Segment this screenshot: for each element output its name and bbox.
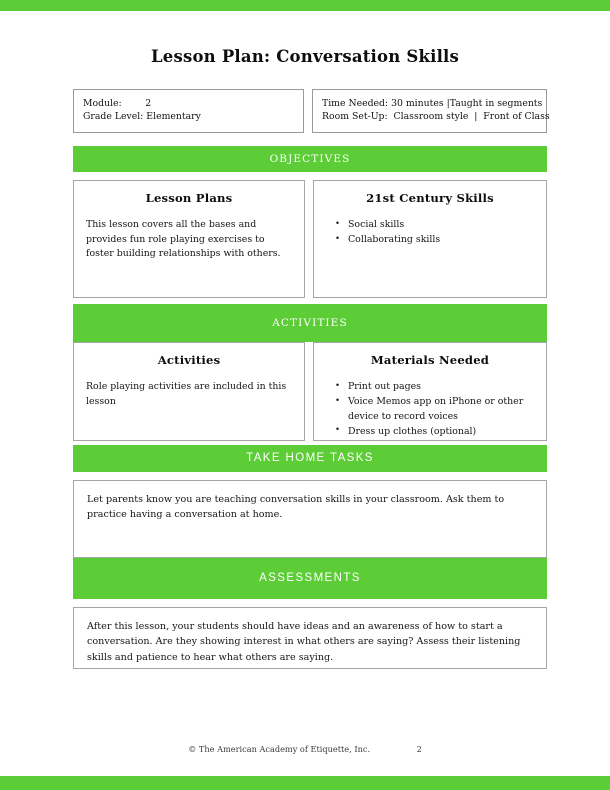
list-item: • Social skills [348, 218, 534, 232]
activities-card-row [73, 342, 547, 441]
list-item: • Voice Memos app on iPhone or other device to record voices [348, 395, 534, 424]
materials-needed-list [326, 380, 534, 439]
page-bottom-accent-bar [0, 776, 610, 790]
module-line: Module: 2 [83, 98, 152, 109]
section-banner-activities: ACTIVITIES [73, 304, 547, 342]
century-skills-title: 21st Century Skills [366, 191, 494, 205]
module-info-box [73, 89, 304, 133]
section-banner-take-home-tasks: TAKE HOME TASKS [73, 445, 547, 472]
activities-body: Role playing activities are included in this lesson [86, 381, 287, 407]
meta-row [73, 89, 550, 133]
activities-title: Activities [157, 353, 221, 367]
section-banner-objectives: OBJECTIVES [73, 146, 547, 172]
section-banner-assessments: ASSESSMENTS [73, 558, 547, 599]
time-needed-line: Time Needed: 30 minutes |Taught in segments [322, 98, 543, 109]
page-footer [0, 744, 610, 754]
activities-card [73, 342, 305, 441]
assessments-body: After this lesson, your students should have ideas and an awareness of how to start a conversation. Are they showing interest in what others are saying? Assess their listening skills and patience to hear what others are saying. [87, 621, 521, 663]
take-home-tasks-body: Let parents know you are teaching conversation skills in your classroom. Ask them to practice having a conversation at home. [87, 494, 505, 521]
footer-copyright: © The American Academy of Etiquette, Inc. [188, 744, 371, 754]
list-item: • Collaborating skills [348, 233, 534, 247]
footer-page-number: 2 [416, 744, 422, 754]
list-item: • Dress up clothes (optional) [348, 425, 534, 439]
lesson-plans-card [73, 180, 305, 298]
document-sheet [0, 11, 610, 776]
objectives-card-row [73, 180, 547, 298]
lesson-plans-title: Lesson Plans [145, 191, 233, 205]
take-home-tasks-panel [73, 480, 547, 558]
materials-needed-card [313, 342, 547, 441]
logistics-info-box [312, 89, 550, 133]
list-item: • Print out pages [348, 380, 534, 394]
assessments-panel [73, 607, 547, 669]
century-skills-card [313, 180, 547, 298]
century-skills-list [326, 218, 534, 248]
page-title: Lesson Plan: Conversation Skills [151, 47, 459, 66]
lesson-plans-body: This lesson covers all the bases and provides fun role playing exercises to foster building relationships with others. [86, 219, 281, 260]
materials-needed-title: Materials Needed [370, 353, 490, 367]
grade-level-line: Grade Level: Elementary [83, 111, 201, 123]
page-top-accent-bar [0, 0, 610, 11]
room-setup-line: Room Set-Up: Classroom style | Front of Class [322, 111, 550, 123]
